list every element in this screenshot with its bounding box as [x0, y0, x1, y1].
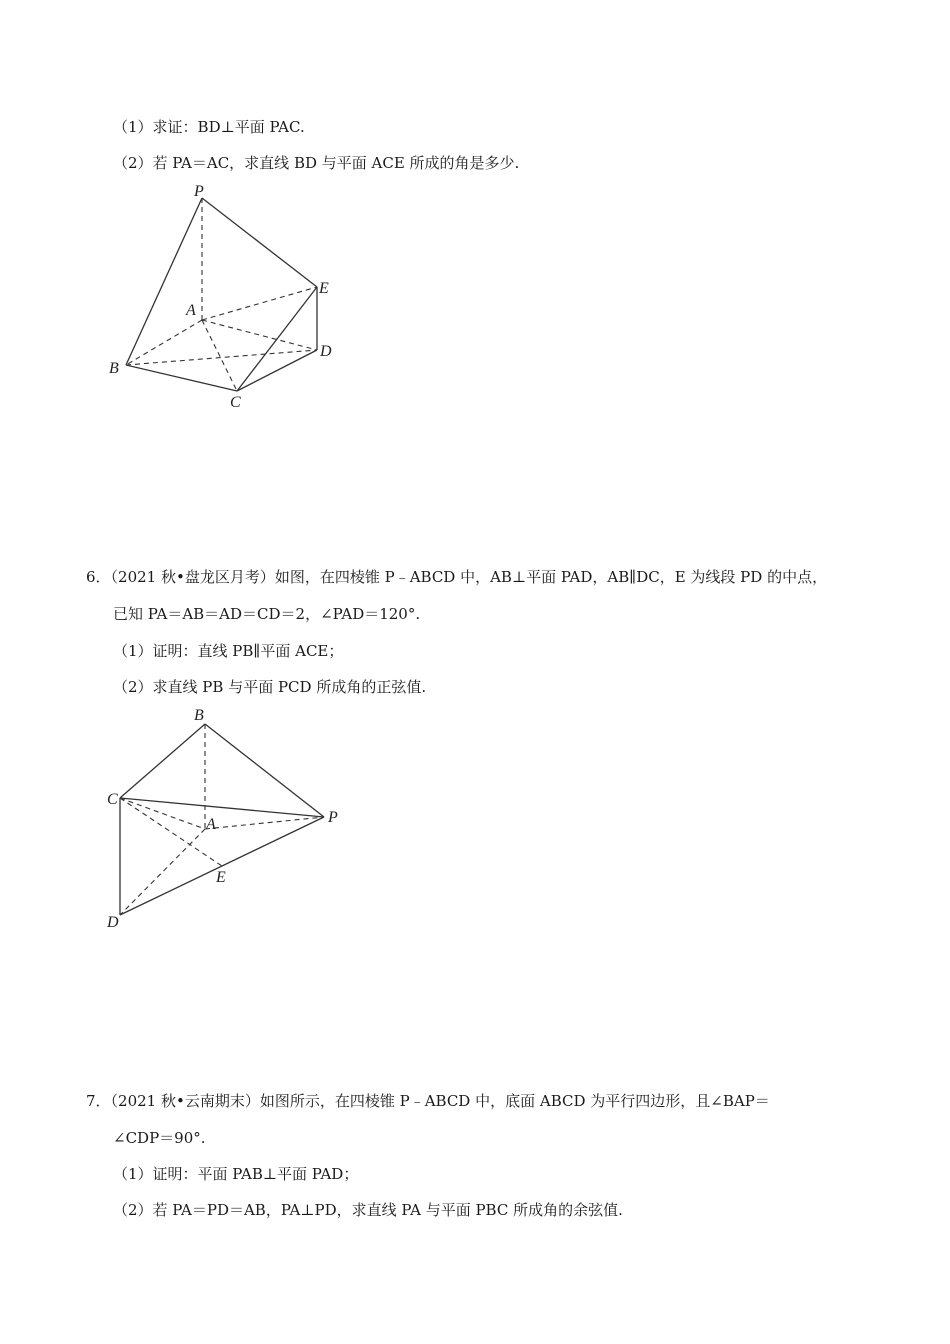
label-D: D: [320, 343, 332, 360]
label-C: C: [107, 791, 118, 808]
label-A: A: [186, 302, 196, 319]
edge-CP: [120, 798, 324, 817]
problem6-figure: [100, 704, 350, 934]
edge-PB: [126, 198, 202, 365]
problem6-part2: （2）求直线 PB 与平面 PCD 所成角的正弦值.: [113, 678, 427, 696]
edge-CD: [237, 350, 317, 391]
label-P: P: [328, 809, 338, 826]
label-E: E: [319, 280, 329, 297]
problem6-line2: 已知 PA＝AB＝AD＝CD＝2，∠PAD＝120°.: [113, 605, 421, 623]
edge-AD: [202, 320, 317, 350]
problem7-part2: （2）若 PA＝PD＝AB，PA⊥PD，求直线 PA 与平面 PBC 所成角的余弦值.: [113, 1201, 623, 1219]
edge-DP: [120, 817, 324, 915]
problem5-part1: （1）求证：BD⊥平面 PAC.: [113, 118, 305, 136]
label-A: A: [206, 816, 216, 833]
edge-AB: [126, 320, 202, 365]
problem6-part1: （1）证明：直线 PB∥平面 ACE；: [113, 642, 344, 660]
edge-BD: [126, 350, 317, 365]
problem7-line2: ∠CDP＝90°.: [113, 1129, 206, 1147]
label-D: D: [107, 914, 119, 931]
edge-AE: [202, 287, 317, 320]
label-B: B: [194, 707, 204, 724]
edge-CA: [120, 798, 205, 829]
problem7-line1: 7．（2021 秋•云南期末）如图所示，在四棱锥 P﹣ABCD 中，底面 ABCD 为平行四边形，且∠BAP＝: [86, 1092, 770, 1110]
problem5-figure: [100, 182, 350, 412]
edge-AC: [202, 320, 237, 391]
problem7-part1: （1）证明：平面 PAB⊥平面 PAD；: [113, 1165, 359, 1183]
edge-CE: [237, 287, 317, 391]
label-P: P: [194, 183, 204, 200]
edge-PE: [202, 198, 317, 287]
label-E: E: [216, 869, 226, 886]
edge-BP: [205, 724, 324, 817]
problem6-line1: 6．（2021 秋•盘龙区月考）如图，在四棱锥 P﹣ABCD 中，AB⊥平面 PAD，AB∥DC，E 为线段 PD 的中点，: [86, 568, 828, 586]
edge-BC: [126, 365, 237, 391]
label-B: B: [109, 360, 119, 377]
edge-BC: [120, 724, 205, 798]
edge-AP: [205, 817, 324, 829]
edge-AD: [120, 829, 205, 915]
label-C: C: [230, 394, 241, 411]
problem5-part2: （2）若 PA＝AC，求直线 BD 与平面 ACE 所成的角是多少.: [113, 154, 520, 172]
